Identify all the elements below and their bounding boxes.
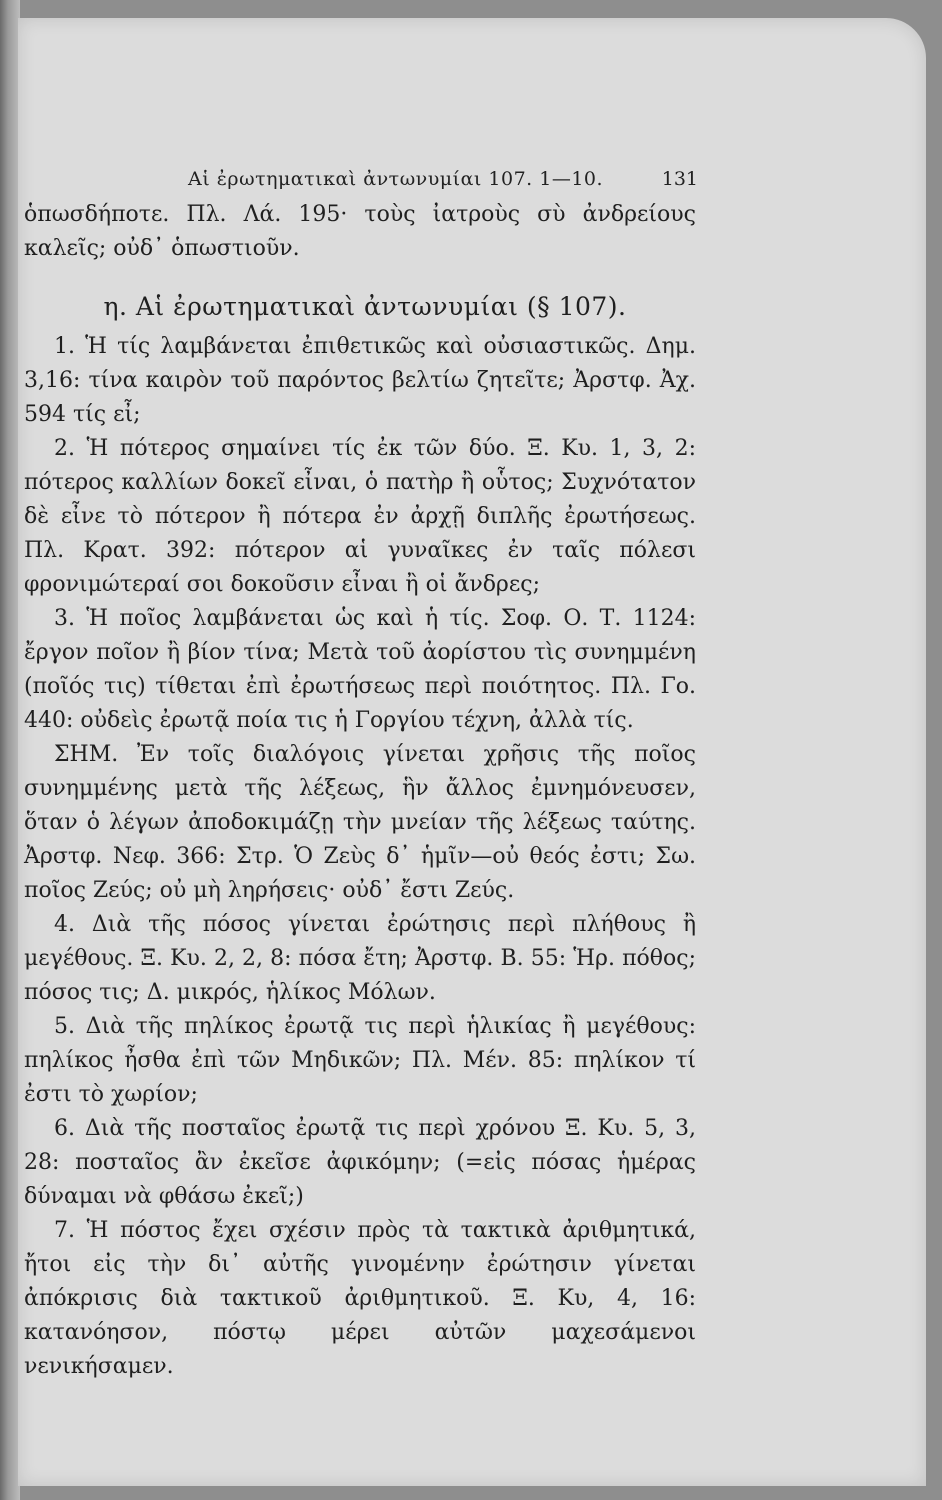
paragraph-3: 3. Ἡ ποῖος λαμβάνεται ὡς καὶ ἡ τίς. Σοφ. Ο. Τ. 1124: ἔργον ποῖον ἢ βίον τίνα; Μετὰ τοῦ ἀορίστου τὶς συνημμένη (ποῖός τις) τίθεται ἐπὶ ἐρωτήσεως περὶ ποιότητος. Πλ. Γο. 440: οὐδεὶς ἐρωτᾷ ποία τις ἡ Γοργίου τέχνη, ἀλλὰ τίς.: [24, 606, 696, 733]
page-number: 131: [661, 168, 698, 190]
note-paragraph: ΣΗΜ. Ἐν τοῖς διαλόγοις γίνεται χρῆσις τῆς ποῖος συνημμένης μετὰ τῆς λέξεως, ἣν ἄλλος ἐμνημόνευσεν, ὅταν ὁ λέγων ἀποδοκιμάζῃ τὴν μνείαν τῆς λέξεως ταύτης. Ἀρστφ. Νεφ. 366: Στρ. Ὁ Ζεὺς δ᾽ ἡμῖν—οὐ θεός ἐστι; Σω. ποῖος Ζεύς; οὐ μὴ ληρήσεις· οὐδ᾽ ἔστι Ζεύς.: [24, 742, 696, 903]
paragraph-5: 5. Διὰ τῆς πηλίκος ἐρωτᾷ τις περὶ ἡλικίας ἢ μεγέθους: πηλίκος ἦσθα ἐπὶ τῶν Μηδικῶν; Πλ. Μέν. 85: πηλίκον τί ἐστι τὸ χωρίον;: [24, 1014, 696, 1107]
book-page: [18, 18, 926, 1486]
paragraph-4: 4. Διὰ τῆς πόσος γίνεται ἐρώτησις περὶ πλήθους ἢ μεγέθους. Ξ. Κυ. 2, 2, 8: πόσα ἔτη; Ἀρστφ. Β. 55: Ἡρ. πόθος; πόσος τις; Δ. μικρός, ἡλίκος Μόλων.: [24, 912, 696, 1005]
section-heading: η. Αἱ ἐρωτηματικαὶ ἀντωνυμίαι (§ 107).: [103, 292, 627, 321]
page-body: [24, 198, 696, 1384]
paragraph-1: 1. Ἡ τίς λαμβάνεται ἐπιθετικῶς καὶ οὐσιαστικῶς. Δημ. 3,16: τίνα καιρὸν τοῦ παρόντος βελτίω ζητεῖτε; Ἀρστφ. Ἀχ. 594 τίς εἶ;: [24, 334, 696, 427]
paragraph-7: 7. Ἡ πόστος ἔχει σχέσιν πρὸς τὰ τακτικὰ ἀριθμητικά, ἤτοι εἰς τὴν δι᾽ αὐτῆς γινομένην ἐρώτησιν γίνεται ἀπόκρισις διὰ τακτικοῦ ἀριθμητικοῦ. Ξ. Κυ, 4, 16: κατανόησον, πόστῳ μέρει αὐτῶν μαχεσάμενοι νενικήσαμεν.: [24, 1218, 696, 1379]
running-header: Αἱ ἐρωτηματικαὶ ἀντωνυμίαι 107. 1—10.: [188, 168, 604, 190]
paragraph-6: 6. Διὰ τῆς ποσταῖος ἐρωτᾷ τις περὶ χρόνου Ξ. Κυ. 5, 3, 28: ποσταῖος ἂν ἐκεῖσε ἀφικόμην; (=εἰς πόσας ἡμέρας δύναμαι νὰ φθάσω ἐκεῖ;): [24, 1116, 696, 1209]
scan-left-edge: [0, 0, 20, 1500]
continuation-paragraph: ὁπωσδήποτε. Πλ. Λά. 195· τοὺς ἰατροὺς σὺ ἀνδρείους καλεῖς; οὐδ᾽ ὁπωστιοῦν.: [24, 202, 696, 261]
paragraph-2: 2. Ἡ πότερος σημαίνει τίς ἐκ τῶν δύο. Ξ. Κυ. 1, 3, 2: πότερος καλλίων δοκεῖ εἶναι, ὁ πατὴρ ἢ οὗτος; Συχνότατον δὲ εἶνε τὸ πότερον ἢ πότερα ἐν ἀρχῇ διπλῆς ἐρωτήσεως. Πλ. Κρατ. 392: πότερον αἱ γυναῖκες ἐν ταῖς πόλεσι φρονιμώτεραί σοι δοκοῦσιν εἶναι ἢ οἱ ἄνδρες;: [24, 436, 696, 597]
